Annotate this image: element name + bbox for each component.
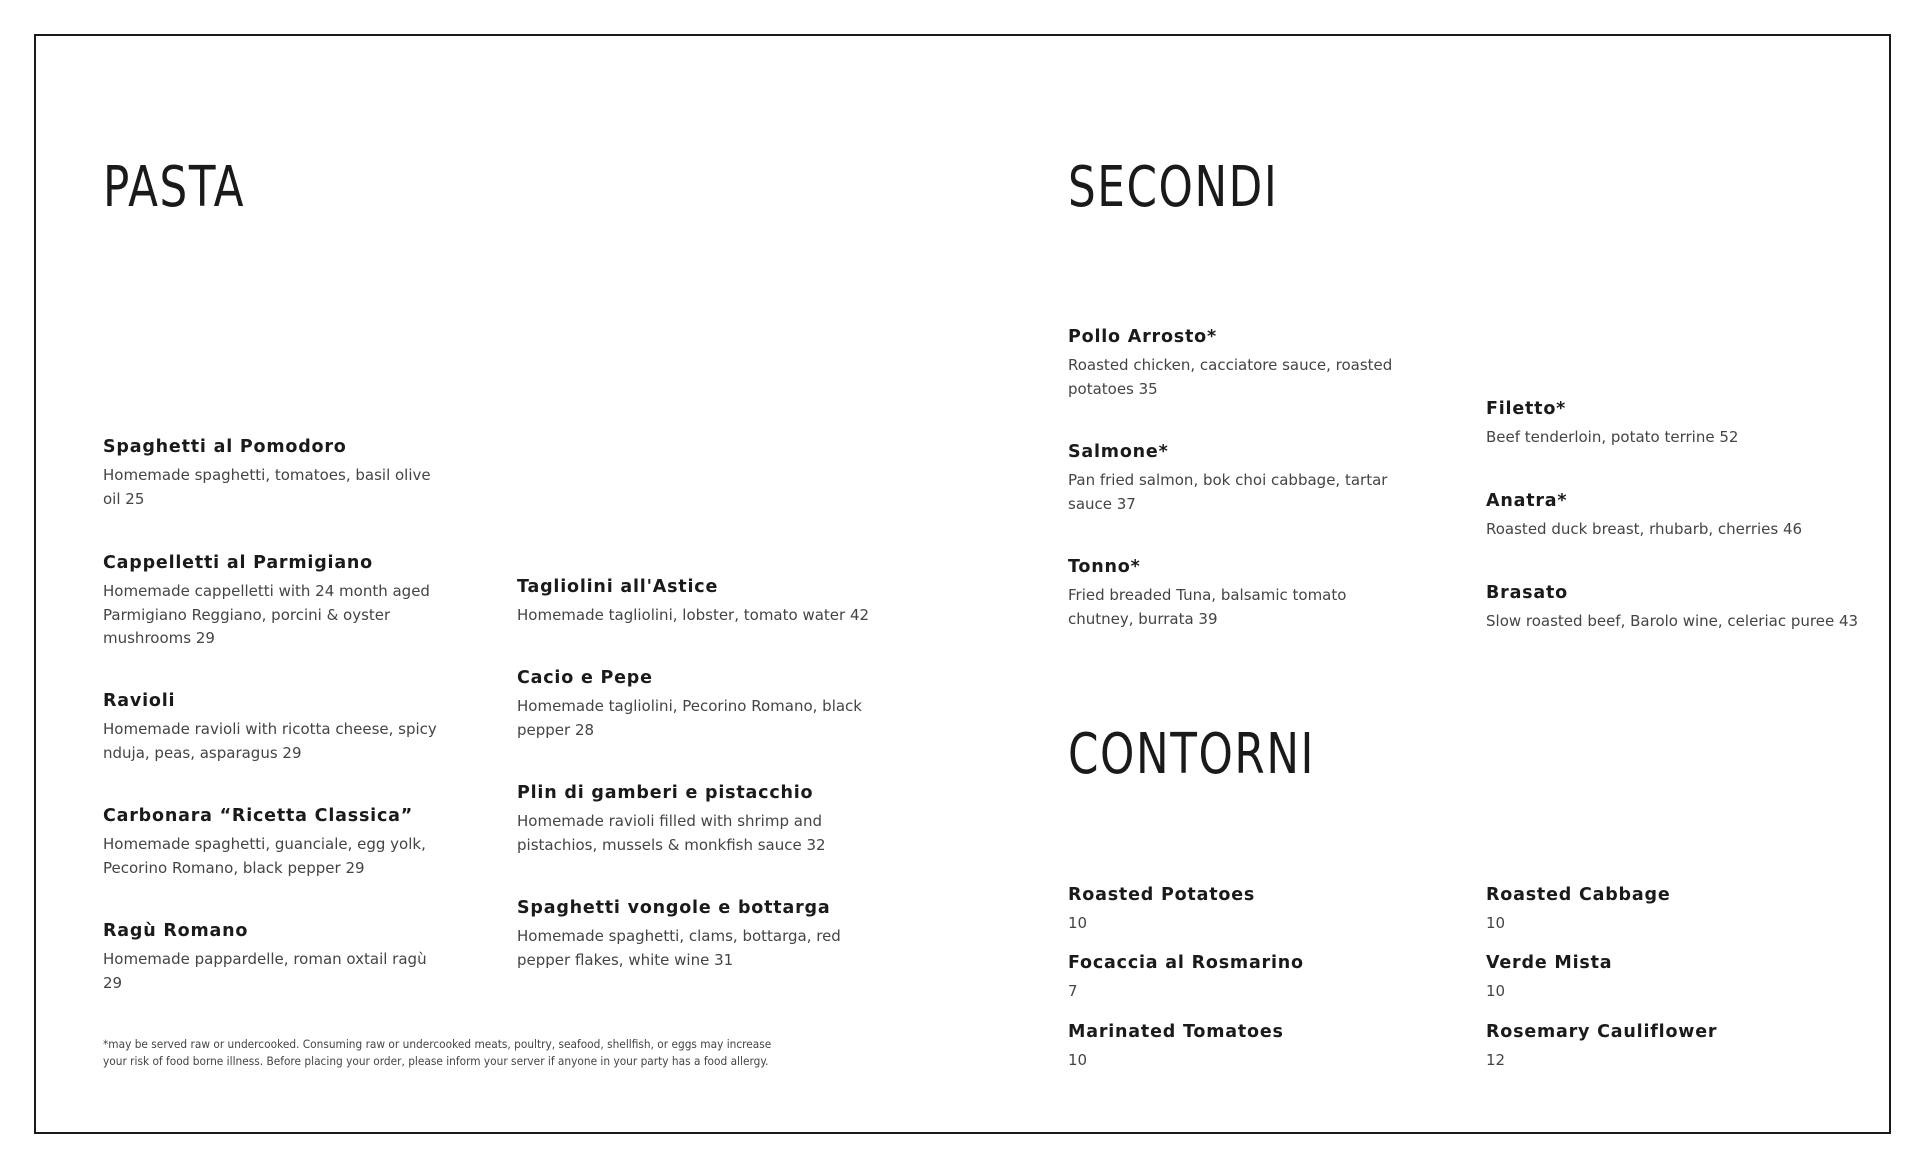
menu-item: [517, 782, 887, 857]
item-description: Homemade tagliolini, Pecorino Romano, black pepper 28: [517, 697, 862, 739]
item-name: Focaccia al Rosmarino: [1068, 953, 1304, 973]
item-name: Cappelletti al Parmigiano: [103, 553, 374, 573]
secondi-heading: SECONDI: [1068, 155, 1279, 220]
item-name: Ragù Romano: [103, 921, 249, 941]
item-price: 10: [1068, 1051, 1088, 1069]
item-name: Carbonara “Ricetta Classica”: [103, 806, 414, 826]
menu-item: [517, 667, 887, 742]
item-name: Brasato: [1486, 583, 1568, 603]
item-description: Homemade pappardelle, roman oxtail ragù 29: [103, 950, 427, 992]
item-name: Spaghetti al Pomodoro: [103, 437, 347, 457]
item-price: 10: [1486, 914, 1506, 932]
item-name: Ravioli: [103, 691, 176, 711]
menu-item: [1068, 952, 1408, 1004]
menu-item: [103, 690, 443, 765]
item-name: Pollo Arrosto*: [1068, 327, 1217, 347]
menu-item: [1486, 952, 1826, 1004]
menu-item: [517, 897, 887, 972]
item-description: Homemade ravioli filled with shrimp and pistachios, mussels & monkfish sauce 32: [517, 812, 826, 854]
menu-item: [1068, 326, 1408, 401]
menu-item: [103, 552, 443, 651]
contorni-heading: CONTORNI: [1068, 722, 1316, 787]
pasta-heading: PASTA: [103, 155, 246, 220]
item-price: 10: [1486, 982, 1506, 1000]
item-name: Roasted Cabbage: [1486, 885, 1671, 905]
item-name: Marinated Tomatoes: [1068, 1022, 1284, 1042]
menu-item: [1486, 582, 1886, 634]
item-description: Roasted duck breast, rhubarb, cherries 46: [1486, 520, 1803, 538]
item-name: Plin di gamberi e pistacchio: [517, 783, 814, 803]
item-description: Homemade spaghetti, guanciale, egg yolk, Pecorino Romano, black pepper 29: [103, 835, 426, 877]
item-name: Verde Mista: [1486, 953, 1613, 973]
menu-item: [103, 436, 443, 511]
item-name: Tagliolini all'Astice: [517, 577, 719, 597]
item-name: Spaghetti vongole e bottarga: [517, 898, 831, 918]
item-name: Anatra*: [1486, 491, 1568, 511]
allergy-footnote: *may be served raw or undercooked. Consuming raw or undercooked meats, poultry, seafood, shellfish, or eggs may increase your risk of food borne illness. Before placing your order, please inform your server if anyone in your party has a food allergy.: [103, 1037, 772, 1068]
menu-item: [1068, 1021, 1408, 1073]
item-description: Homemade cappelletti with 24 month aged Parmigiano Reggiano, porcini & oyster mushrooms 29: [103, 582, 430, 647]
menu-item: [1486, 490, 1886, 542]
item-description: Pan fried salmon, bok choi cabbage, tartar sauce 37: [1068, 471, 1388, 513]
menu-item: [1486, 1021, 1826, 1073]
item-description: Roasted chicken, cacciatore sauce, roasted potatoes 35: [1068, 356, 1393, 398]
item-price: 12: [1486, 1051, 1506, 1069]
item-name: Filetto*: [1486, 399, 1567, 419]
menu-item: [1068, 884, 1408, 936]
item-description: Beef tenderloin, potato terrine 52: [1486, 428, 1739, 446]
menu-item: [517, 576, 887, 628]
item-name: Tonno*: [1068, 557, 1141, 577]
item-description: Slow roasted beef, Barolo wine, celeriac puree 43: [1486, 612, 1859, 630]
item-name: Salmone*: [1068, 442, 1169, 462]
item-name: Rosemary Cauliflower: [1486, 1022, 1718, 1042]
menu-item: [1486, 398, 1886, 450]
item-name: Roasted Potatoes: [1068, 885, 1256, 905]
menu-item: [1068, 441, 1408, 516]
item-price: 7: [1068, 982, 1078, 1000]
item-description: Fried breaded Tuna, balsamic tomato chutney, burrata 39: [1068, 586, 1347, 628]
item-description: Homemade ravioli with ricotta cheese, spicy nduja, peas, asparagus 29: [103, 720, 437, 762]
menu-item: [1486, 884, 1826, 936]
item-description: Homemade tagliolini, lobster, tomato water 42: [517, 606, 870, 624]
item-price: 10: [1068, 914, 1088, 932]
item-name: Cacio e Pepe: [517, 668, 653, 688]
item-description: Homemade spaghetti, tomatoes, basil olive oil 25: [103, 466, 431, 508]
item-description: Homemade spaghetti, clams, bottarga, red pepper flakes, white wine 31: [517, 927, 841, 969]
menu-item: [103, 920, 443, 995]
menu-item: [103, 805, 443, 880]
menu-item: [1068, 556, 1408, 631]
